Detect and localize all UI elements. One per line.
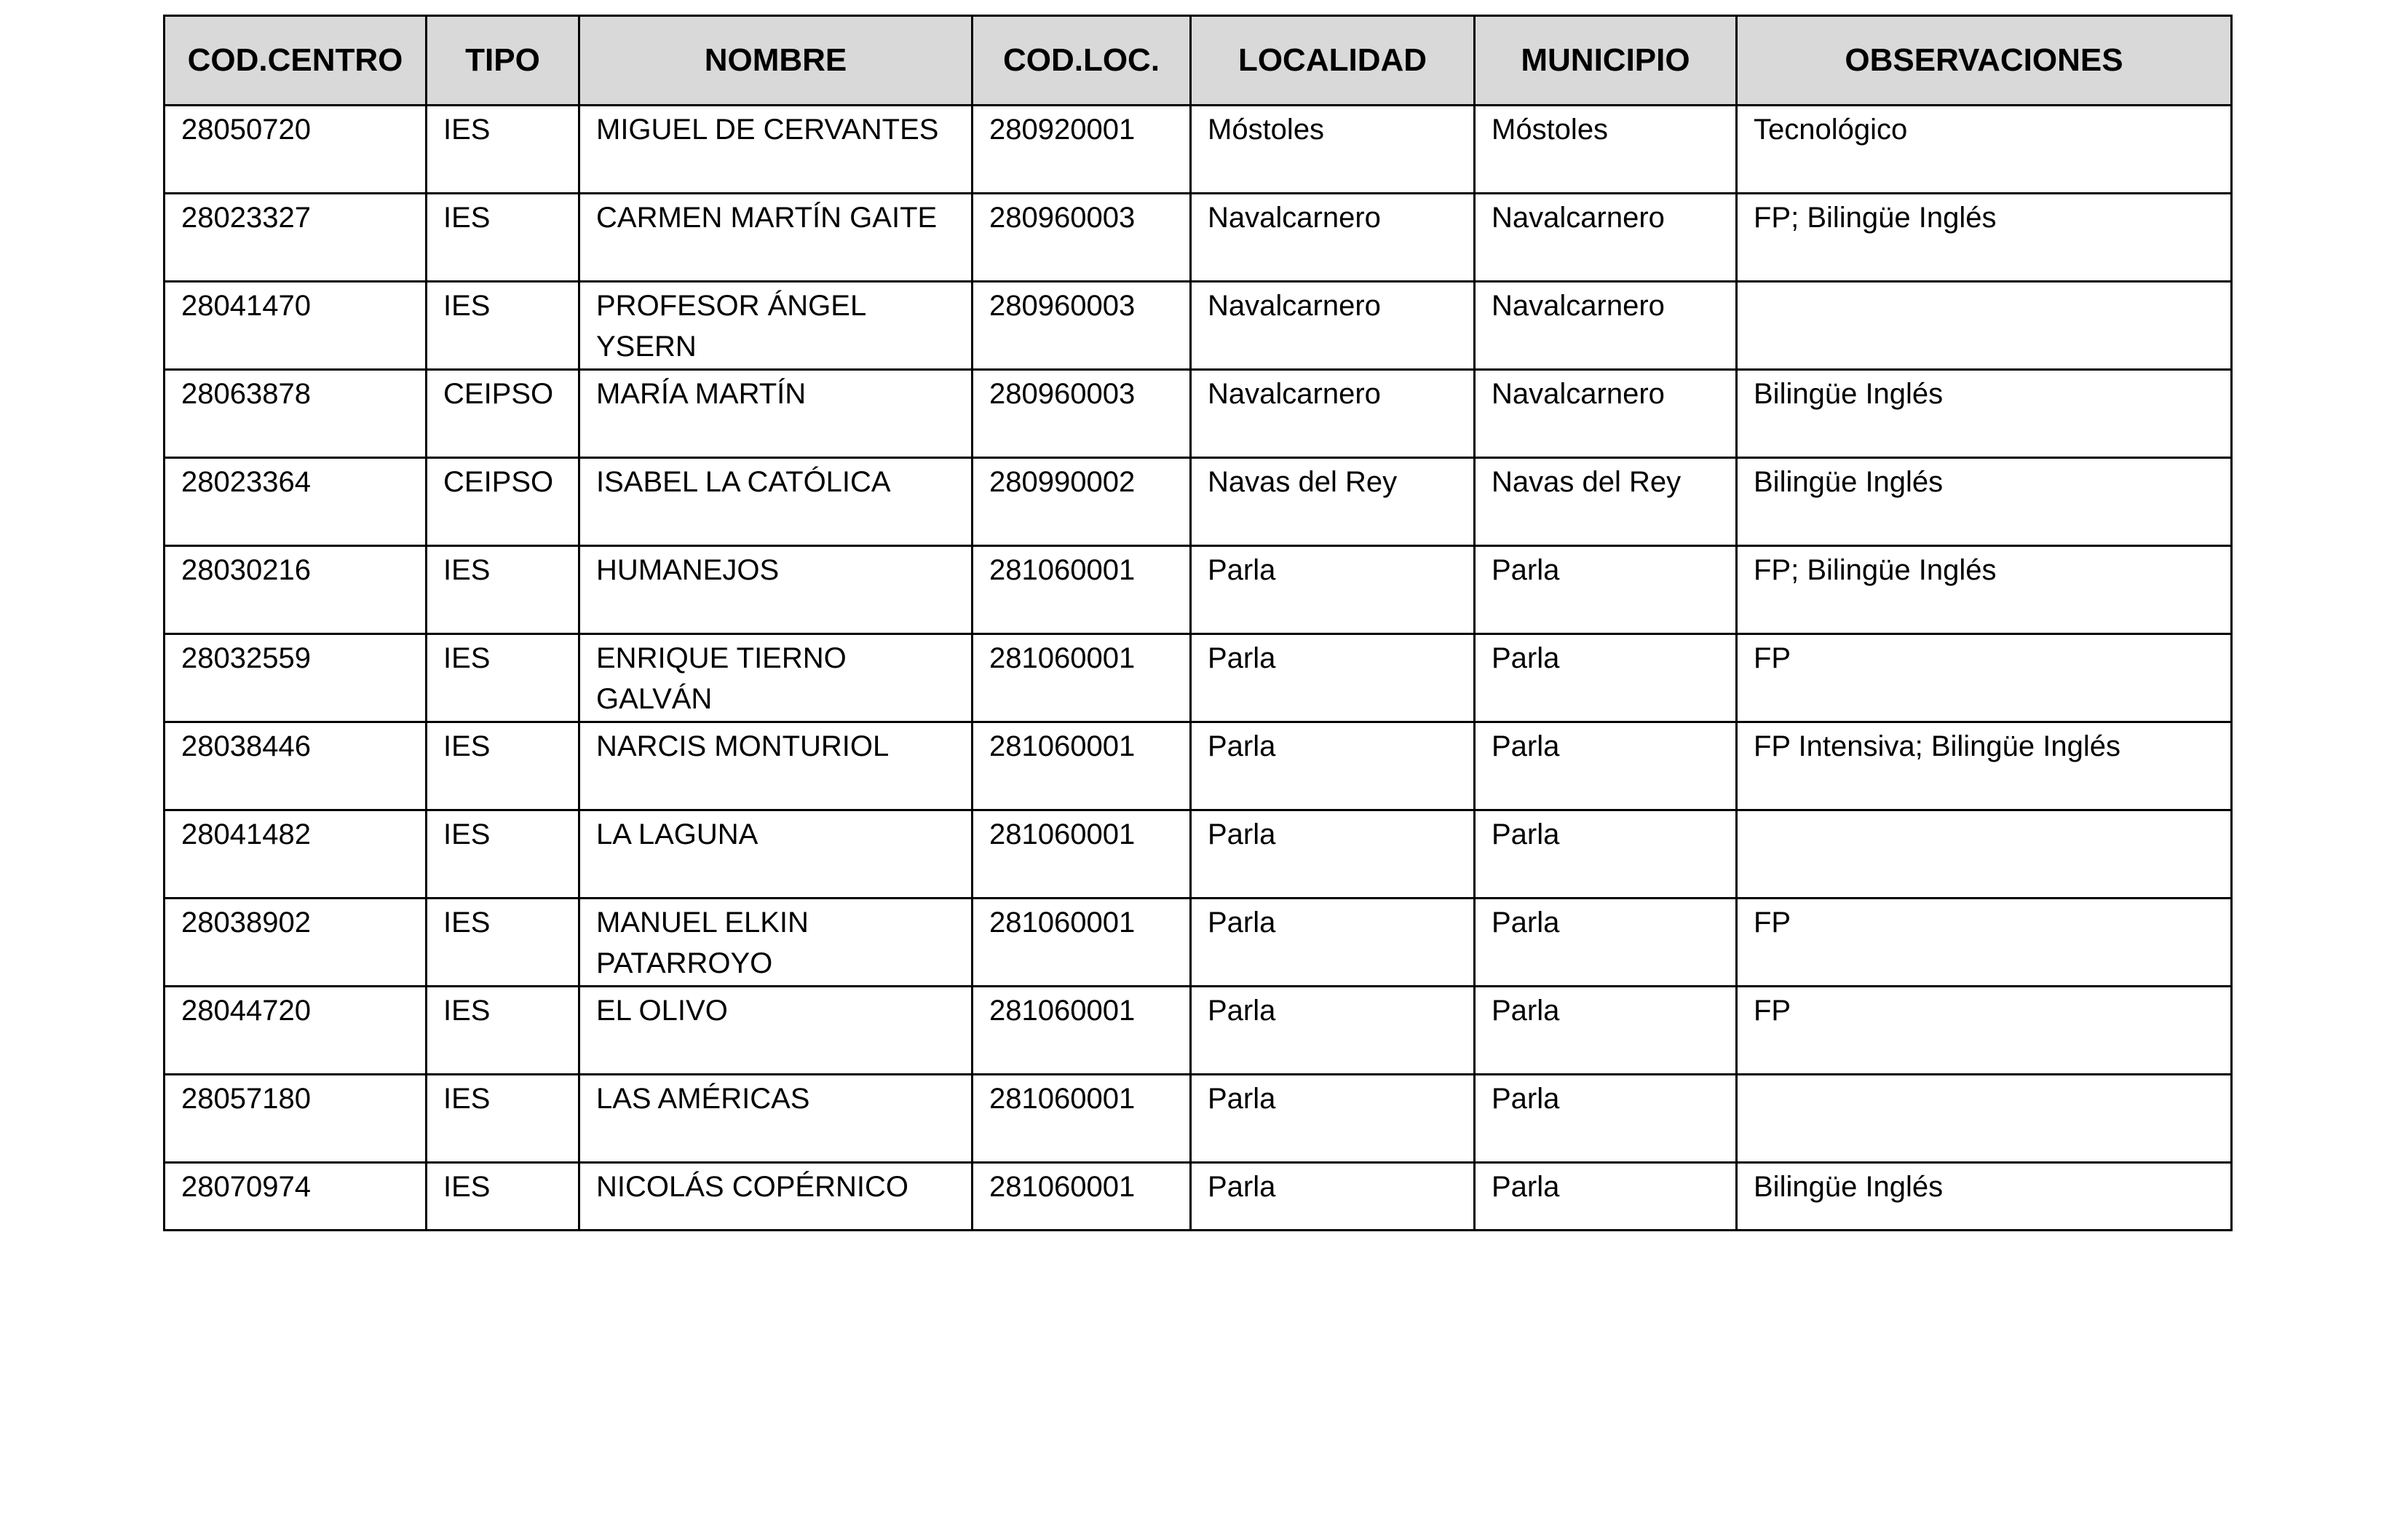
cell-tipo: CEIPSO: [427, 370, 579, 458]
cell-localidad: Parla: [1191, 634, 1475, 722]
table-row: [165, 458, 2232, 546]
cell-cod-loc: 281060001: [973, 810, 1191, 899]
table-row: [165, 899, 2232, 987]
header-tipo: TIPO: [427, 16, 579, 106]
cell-observaciones: Bilingüe Inglés: [1737, 1163, 2232, 1231]
header-nombre: NOMBRE: [579, 16, 973, 106]
cell-tipo: IES: [427, 987, 579, 1075]
cell-tipo: IES: [427, 106, 579, 194]
table-row: [165, 282, 2232, 370]
cell-nombre: CARMEN MARTÍN GAITE: [579, 194, 973, 282]
cell-observaciones: Bilingüe Inglés: [1737, 370, 2232, 458]
header-row: [165, 16, 2232, 106]
cell-localidad: Navalcarnero: [1191, 370, 1475, 458]
cell-tipo: IES: [427, 1163, 579, 1231]
cell-observaciones: [1737, 810, 2232, 899]
cell-observaciones: Tecnológico: [1737, 106, 2232, 194]
cell-tipo: CEIPSO: [427, 458, 579, 546]
table-row: [165, 1075, 2232, 1163]
cell-tipo: IES: [427, 810, 579, 899]
header-observaciones: OBSERVACIONES: [1737, 16, 2232, 106]
cell-cod-centro: 28023364: [165, 458, 427, 546]
cell-nombre: MIGUEL DE CERVANTES: [579, 106, 973, 194]
table-row: [165, 810, 2232, 899]
table-row: [165, 1163, 2232, 1231]
header-municipio: MUNICIPIO: [1475, 16, 1737, 106]
cell-cod-centro: 28030216: [165, 546, 427, 634]
cell-municipio: Parla: [1475, 634, 1737, 722]
cell-cod-centro: 28063878: [165, 370, 427, 458]
cell-cod-centro: 28023327: [165, 194, 427, 282]
table-row: [165, 370, 2232, 458]
cell-nombre: LA LAGUNA: [579, 810, 973, 899]
cell-nombre: PROFESOR ÁNGEL YSERN: [579, 282, 973, 370]
table-row: [165, 546, 2232, 634]
cell-observaciones: Bilingüe Inglés: [1737, 458, 2232, 546]
cell-cod-loc: 280990002: [973, 458, 1191, 546]
cell-municipio: Parla: [1475, 899, 1737, 987]
cell-tipo: IES: [427, 634, 579, 722]
cell-observaciones: FP: [1737, 899, 2232, 987]
cell-cod-loc: 280960003: [973, 194, 1191, 282]
cell-tipo: IES: [427, 722, 579, 810]
cell-cod-loc: 280960003: [973, 282, 1191, 370]
cell-cod-centro: 28057180: [165, 1075, 427, 1163]
cell-cod-centro: 28038446: [165, 722, 427, 810]
cell-cod-centro: 28070974: [165, 1163, 427, 1231]
cell-cod-centro: 28032559: [165, 634, 427, 722]
cell-cod-centro: 28041470: [165, 282, 427, 370]
header-cod-loc: COD.LOC.: [973, 16, 1191, 106]
cell-observaciones: FP: [1737, 987, 2232, 1075]
cell-tipo: IES: [427, 1075, 579, 1163]
cell-cod-loc: 281060001: [973, 546, 1191, 634]
cell-municipio: Parla: [1475, 987, 1737, 1075]
cell-localidad: Navas del Rey: [1191, 458, 1475, 546]
table-row: [165, 987, 2232, 1075]
cell-cod-centro: 28044720: [165, 987, 427, 1075]
cell-localidad: Parla: [1191, 1075, 1475, 1163]
cell-observaciones: [1737, 1075, 2232, 1163]
cell-municipio: Navalcarnero: [1475, 194, 1737, 282]
cell-observaciones: FP: [1737, 634, 2232, 722]
cell-municipio: Parla: [1475, 546, 1737, 634]
table-row: [165, 634, 2232, 722]
cell-localidad: Parla: [1191, 899, 1475, 987]
cell-localidad: Parla: [1191, 987, 1475, 1075]
cell-localidad: Navalcarnero: [1191, 194, 1475, 282]
cell-municipio: Navalcarnero: [1475, 282, 1737, 370]
cell-localidad: Parla: [1191, 722, 1475, 810]
table-header: [165, 16, 2232, 106]
cell-municipio: Navalcarnero: [1475, 370, 1737, 458]
table-row: [165, 722, 2232, 810]
cell-nombre: EL OLIVO: [579, 987, 973, 1075]
cell-municipio: Parla: [1475, 1075, 1737, 1163]
cell-tipo: IES: [427, 282, 579, 370]
cell-cod-loc: 281060001: [973, 987, 1191, 1075]
cell-localidad: Parla: [1191, 546, 1475, 634]
cell-cod-loc: 281060001: [973, 1075, 1191, 1163]
cell-cod-loc: 280920001: [973, 106, 1191, 194]
table-row: [165, 106, 2232, 194]
cell-nombre: HUMANEJOS: [579, 546, 973, 634]
cell-municipio: Móstoles: [1475, 106, 1737, 194]
cell-nombre: ISABEL LA CATÓLICA: [579, 458, 973, 546]
cell-observaciones: [1737, 282, 2232, 370]
cell-cod-centro: 28038902: [165, 899, 427, 987]
cell-localidad: Móstoles: [1191, 106, 1475, 194]
cell-municipio: Navas del Rey: [1475, 458, 1737, 546]
cell-nombre: LAS AMÉRICAS: [579, 1075, 973, 1163]
cell-localidad: Navalcarnero: [1191, 282, 1475, 370]
header-cod-centro: COD.CENTRO: [165, 16, 427, 106]
cell-municipio: Parla: [1475, 1163, 1737, 1231]
cell-nombre: NARCIS MONTURIOL: [579, 722, 973, 810]
table-body: [165, 106, 2232, 1231]
cell-cod-loc: 281060001: [973, 899, 1191, 987]
cell-observaciones: FP; Bilingüe Inglés: [1737, 546, 2232, 634]
cell-cod-loc: 281060001: [973, 634, 1191, 722]
cell-nombre: MARÍA MARTÍN: [579, 370, 973, 458]
cell-localidad: Parla: [1191, 810, 1475, 899]
cell-cod-loc: 281060001: [973, 1163, 1191, 1231]
cell-municipio: Parla: [1475, 722, 1737, 810]
cell-cod-centro: 28041482: [165, 810, 427, 899]
header-localidad: LOCALIDAD: [1191, 16, 1475, 106]
cell-nombre: NICOLÁS COPÉRNICO: [579, 1163, 973, 1231]
cell-tipo: IES: [427, 546, 579, 634]
cell-municipio: Parla: [1475, 810, 1737, 899]
cell-tipo: IES: [427, 899, 579, 987]
cell-cod-loc: 280960003: [973, 370, 1191, 458]
cell-observaciones: FP; Bilingüe Inglés: [1737, 194, 2232, 282]
schools-table: [163, 15, 2233, 1231]
cell-nombre: MANUEL ELKIN PATARROYO: [579, 899, 973, 987]
cell-localidad: Parla: [1191, 1163, 1475, 1231]
table-row: [165, 194, 2232, 282]
cell-cod-centro: 28050720: [165, 106, 427, 194]
cell-nombre: ENRIQUE TIERNO GALVÁN: [579, 634, 973, 722]
cell-cod-loc: 281060001: [973, 722, 1191, 810]
cell-tipo: IES: [427, 194, 579, 282]
cell-observaciones: FP Intensiva; Bilingüe Inglés: [1737, 722, 2232, 810]
